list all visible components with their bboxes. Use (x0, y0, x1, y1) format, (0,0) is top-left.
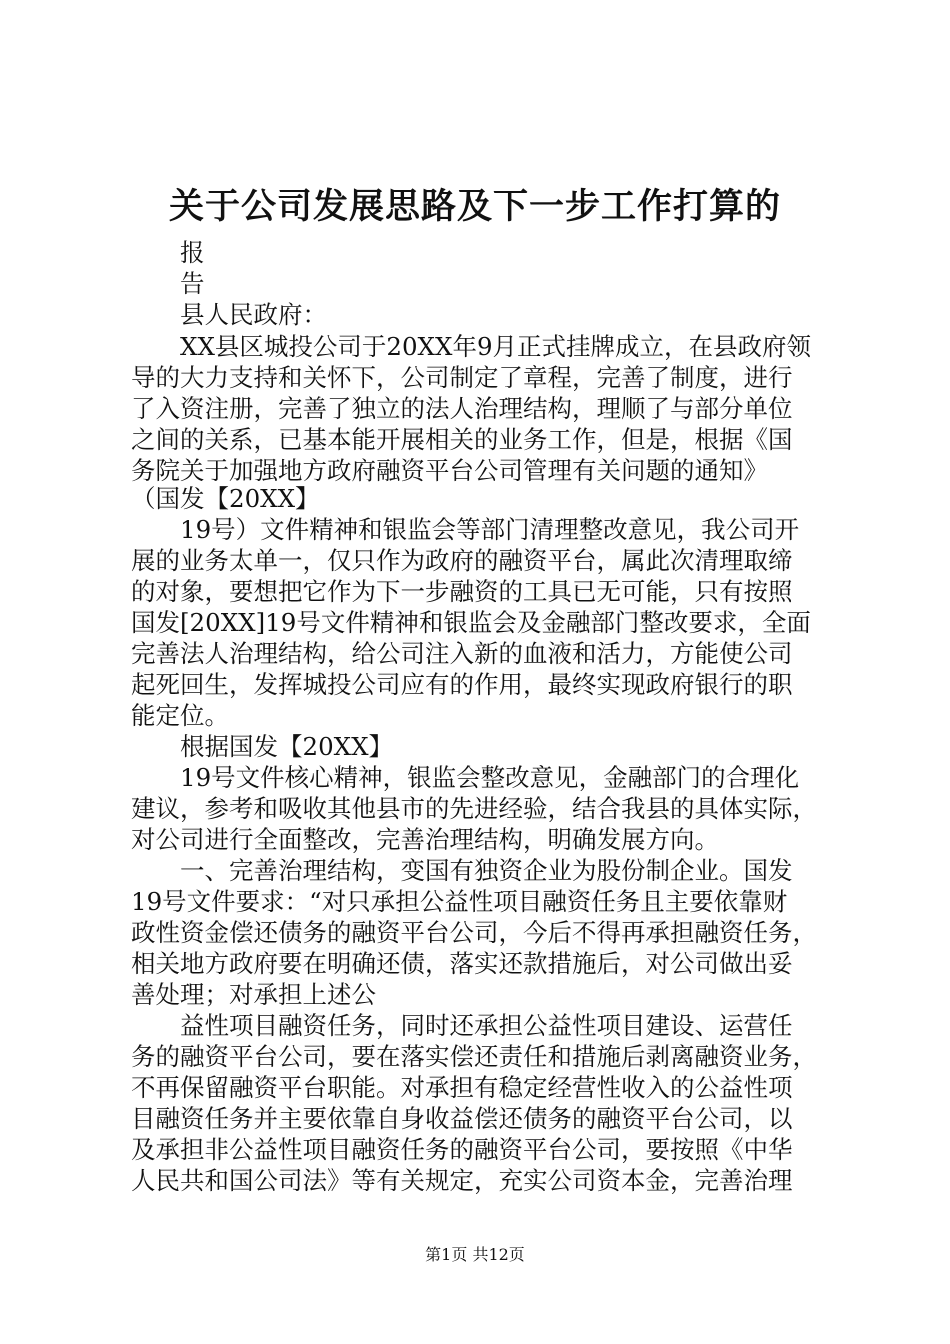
body-line: 目融资任务并主要依靠自身收益偿还债务的融资平台公司，以 (131, 1104, 793, 1133)
body-line: 相关地方政府要在明确还债，落实还款措施后，对公司做出妥 (131, 949, 793, 978)
body-line: 展的业务太单一，仅只作为政府的融资平台，属此次清理取缔 (131, 546, 793, 575)
body-line: 一、完善治理结构，变国有独资企业为股份制企业。国发 (180, 856, 793, 885)
body-line: 益性项目融资任务，同时还承担公益性项目建设、运营任 (180, 1011, 793, 1040)
body-line: 善处理；对承担上述公 (131, 980, 376, 1009)
body-line: 的对象，要想把它作为下一步融资的工具已无可能，只有按照 (131, 577, 793, 606)
body-line: 起死回生，发挥城投公司应有的作用，最终实现政府银行的职 (131, 670, 793, 699)
body-line: 导的大力支持和关怀下，公司制定了章程，完善了制度，进行 (131, 363, 793, 392)
body-line: XX县区城投公司于20XX年9月正式挂牌成立，在县政府领 (180, 332, 812, 361)
body-line: 告 (180, 269, 205, 298)
body-line: 务院关于加强地方政府融资平台公司管理有关问题的通知》 (131, 456, 768, 485)
body-line: 国发[20XX]19号文件精神和银监会及金融部门整改要求，全面 (131, 608, 811, 637)
document-title: 关于公司发展思路及下一步工作打算的 (168, 186, 781, 227)
body-line: 政性资金偿还债务的融资平台公司，今后不得再承担融资任务， (131, 918, 817, 947)
page-number-footer: 第1页 共12页 (425, 1245, 525, 1264)
body-line: 19号文件要求：“对只承担公益性项目融资任务且主要依靠财 (131, 887, 788, 916)
body-line: 建议，参考和吸收其他县市的先进经验，结合我县的具体实际， (131, 794, 817, 823)
body-line: 报 (180, 238, 205, 267)
body-line: 完善法人治理结构，给公司注入新的血液和活力，方能使公司 (131, 639, 793, 668)
body-line: 县人民政府： (180, 300, 327, 329)
body-line: 19号）文件精神和银监会等部门清理整改意见，我公司开 (180, 515, 800, 544)
body-line: 务的融资平台公司，要在落实偿还责任和措施后剥离融资业务， (131, 1042, 817, 1071)
body-line: 根据国发【20XX】 (180, 732, 394, 761)
body-line: 能定位。 (131, 701, 229, 730)
body-line: 及承担非公益性项目融资任务的融资平台公司，要按照《中华 (131, 1135, 793, 1164)
body-line: 之间的关系，已基本能开展相关的业务工作，但是，根据《国 (131, 425, 793, 454)
body-line: 了入资注册，完善了独立的法人治理结构，理顺了与部分单位 (131, 394, 793, 423)
body-line: （国发【20XX】 (131, 484, 320, 513)
body-line: 对公司进行全面整改，完善治理结构，明确发展方向。 (131, 825, 719, 854)
body-line: 19号文件核心精神，银监会整改意见，金融部门的合理化 (180, 763, 800, 792)
body-line: 人民共和国公司法》等有关规定，充实公司资本金，完善治理 (131, 1166, 793, 1195)
body-line: 不再保留融资平台职能。对承担有稳定经营性收入的公益性项 (131, 1073, 793, 1102)
